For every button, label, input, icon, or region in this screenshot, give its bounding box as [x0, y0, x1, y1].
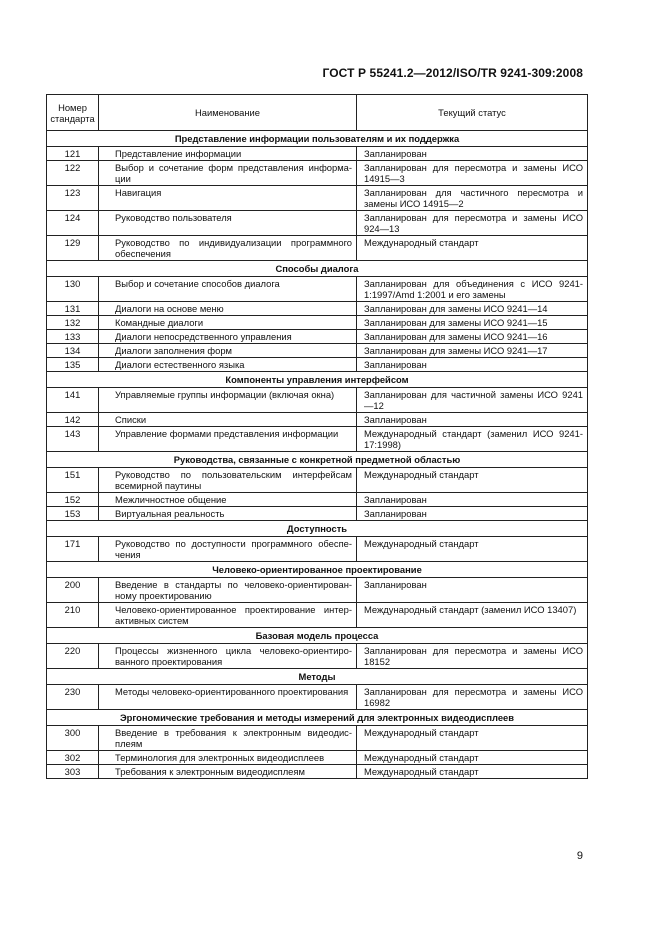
- section-title: Методы: [47, 669, 588, 685]
- standard-status-cell: Запланирован: [357, 578, 588, 603]
- section-row: [47, 628, 588, 644]
- standard-number-cell: 143: [47, 427, 99, 452]
- standard-status-cell: Запланирован: [357, 493, 588, 507]
- header-current-status: Текущий статус: [357, 95, 588, 131]
- header-name: Наименование: [99, 95, 357, 131]
- standard-status-cell: Запланирован для пересмотра и замены ИСО 924—13: [357, 211, 588, 236]
- table-row: [47, 277, 588, 302]
- standard-number-cell: 151: [47, 468, 99, 493]
- table-row: [47, 468, 588, 493]
- document-header: ГОСТ Р 55241.2—2012/ISO/TR 9241-309:2008: [322, 66, 583, 80]
- standard-number-cell: 135: [47, 358, 99, 372]
- table-row: [47, 537, 588, 562]
- table-row: [47, 685, 588, 710]
- standard-number-cell: 134: [47, 344, 99, 358]
- standard-status-cell: Международный стандарт: [357, 537, 588, 562]
- standard-name-cell: Виртуальная реальность: [99, 507, 357, 521]
- standard-name-cell: Руководство по доступности программного обеспечения: [99, 537, 357, 562]
- table-row: [47, 507, 588, 521]
- standard-number-cell: 210: [47, 603, 99, 628]
- standard-name-cell: Руководство по пользовательским интерфейсам всемирной паутины: [99, 468, 357, 493]
- standard-number-cell: 303: [47, 765, 99, 779]
- standard-number-cell: 131: [47, 302, 99, 316]
- standard-status-cell: Запланирован для объединения с ИСО 9241-1:1997/Amd 1:2001 и его замены: [357, 277, 588, 302]
- standard-status-cell: Международный стандарт: [357, 468, 588, 493]
- standard-number-cell: 171: [47, 537, 99, 562]
- section-row: [47, 261, 588, 277]
- standard-status-cell: Международный стандарт: [357, 726, 588, 751]
- standard-status-cell: Запланирован для замены ИСО 9241—15: [357, 316, 588, 330]
- table-row: [47, 388, 588, 413]
- standard-number-cell: 132: [47, 316, 99, 330]
- table-row: [47, 147, 588, 161]
- table-row: [47, 765, 588, 779]
- table-row: [47, 316, 588, 330]
- standard-number-cell: 121: [47, 147, 99, 161]
- standard-name-cell: Управляемые группы информации (включая окна): [99, 388, 357, 413]
- page-number: 9: [576, 850, 583, 862]
- table-row: [47, 578, 588, 603]
- standard-name-cell: Требования к электронным видеодисплеям: [99, 765, 357, 779]
- standard-status-cell: Международный стандарт: [357, 751, 588, 765]
- section-row: [47, 131, 588, 147]
- standard-number-cell: 302: [47, 751, 99, 765]
- table-row: [47, 644, 588, 669]
- standard-status-cell: Запланирован для частичного пересмотра и замены ИСО 14915—2: [357, 186, 588, 211]
- standard-status-cell: Запланирован: [357, 413, 588, 427]
- standard-number-cell: 124: [47, 211, 99, 236]
- table-row: [47, 358, 588, 372]
- standard-status-cell: Запланирован для пересмотра и замены ИСО 18152: [357, 644, 588, 669]
- standard-name-cell: Человеко-ориентированное проектирование интерактивных систем: [99, 603, 357, 628]
- standard-status-cell: Запланирован для замены ИСО 9241—17: [357, 344, 588, 358]
- table-row: [47, 726, 588, 751]
- section-row: [47, 562, 588, 578]
- standard-name-cell: Руководство по индивидуализации программного обеспечения: [99, 236, 357, 261]
- standard-name-cell: Введение в требования к электронным видеодисплеям: [99, 726, 357, 751]
- standard-status-cell: Запланирован: [357, 507, 588, 521]
- standard-number-cell: 200: [47, 578, 99, 603]
- header-standard-number: Номер стандарта: [47, 95, 99, 131]
- table-row: [47, 161, 588, 186]
- standard-status-cell: Международный стандарт: [357, 236, 588, 261]
- table-row: [47, 211, 588, 236]
- table-body: [47, 131, 588, 779]
- standard-name-cell: Навигация: [99, 186, 357, 211]
- standard-name-cell: Выбор и сочетание способов диалога: [99, 277, 357, 302]
- standard-number-cell: 153: [47, 507, 99, 521]
- standard-status-cell: Международный стандарт (заменил ИСО 9241-17:1998): [357, 427, 588, 452]
- section-row: [47, 372, 588, 388]
- section-title: Представление информации пользователям и их поддержка: [47, 131, 588, 147]
- table-row: [47, 751, 588, 765]
- table-row: [47, 302, 588, 316]
- section-title: Способы диалога: [47, 261, 588, 277]
- standard-number-cell: 123: [47, 186, 99, 211]
- standard-number-cell: 220: [47, 644, 99, 669]
- section-title: Эргономические требования и методы измерений для электронных видеодисплеев: [47, 710, 588, 726]
- table-row: [47, 413, 588, 427]
- standard-status-cell: Запланирован для замены ИСО 9241—16: [357, 330, 588, 344]
- standard-number-cell: 129: [47, 236, 99, 261]
- standard-name-cell: Управление формами представления информации: [99, 427, 357, 452]
- standard-name-cell: Межличностное общение: [99, 493, 357, 507]
- standard-name-cell: Командные диалоги: [99, 316, 357, 330]
- standard-name-cell: Терминология для электронных видеодисплеев: [99, 751, 357, 765]
- standard-number-cell: 142: [47, 413, 99, 427]
- standard-status-cell: Запланирован: [357, 147, 588, 161]
- standard-status-cell: Запланирован: [357, 358, 588, 372]
- table-header-row: [47, 95, 588, 131]
- table-row: [47, 236, 588, 261]
- standard-name-cell: Методы человеко-ориентированного проектирования: [99, 685, 357, 710]
- table-row: [47, 493, 588, 507]
- standard-name-cell: Диалоги на основе меню: [99, 302, 357, 316]
- table-header: [47, 95, 588, 131]
- standard-name-cell: Руководство пользователя: [99, 211, 357, 236]
- table-row: [47, 344, 588, 358]
- standard-name-cell: Представление информации: [99, 147, 357, 161]
- standards-table: [46, 94, 588, 779]
- section-row: [47, 521, 588, 537]
- standard-name-cell: Введение в стандарты по человеко-ориентированному проектированию: [99, 578, 357, 603]
- standard-name-cell: Диалоги непосредственного управления: [99, 330, 357, 344]
- standard-number-cell: 152: [47, 493, 99, 507]
- section-row: [47, 669, 588, 685]
- standard-number-cell: 130: [47, 277, 99, 302]
- section-title: Руководства, связанные с конкретной предметной областью: [47, 452, 588, 468]
- section-title: Доступность: [47, 521, 588, 537]
- table-row: [47, 330, 588, 344]
- standard-status-cell: Запланирован для замены ИСО 9241—14: [357, 302, 588, 316]
- section-title: Человеко-ориентированное проектирование: [47, 562, 588, 578]
- section-row: [47, 452, 588, 468]
- standard-number-cell: 122: [47, 161, 99, 186]
- section-title: Компоненты управления интерфейсом: [47, 372, 588, 388]
- standard-name-cell: Списки: [99, 413, 357, 427]
- standard-number-cell: 141: [47, 388, 99, 413]
- standard-status-cell: Международный стандарт: [357, 765, 588, 779]
- standard-status-cell: Запланирован для частичной замены ИСО 9241—12: [357, 388, 588, 413]
- standard-number-cell: 133: [47, 330, 99, 344]
- table-row: [47, 427, 588, 452]
- standard-name-cell: Диалоги заполнения форм: [99, 344, 357, 358]
- standard-number-cell: 230: [47, 685, 99, 710]
- standard-status-cell: Международный стандарт (заменил ИСО 13407): [357, 603, 588, 628]
- standard-status-cell: Запланирован для пересмотра и замены ИСО 14915—3: [357, 161, 588, 186]
- standard-name-cell: Процессы жизненного цикла человеко-ориентированного проектирования: [99, 644, 357, 669]
- standard-name-cell: Выбор и сочетание форм представления информации: [99, 161, 357, 186]
- standard-number-cell: 300: [47, 726, 99, 751]
- table-row: [47, 186, 588, 211]
- standard-name-cell: Диалоги естественного языка: [99, 358, 357, 372]
- table-row: [47, 603, 588, 628]
- section-title: Базовая модель процесса: [47, 628, 588, 644]
- section-row: [47, 710, 588, 726]
- standard-status-cell: Запланирован для пересмотра и замены ИСО 16982: [357, 685, 588, 710]
